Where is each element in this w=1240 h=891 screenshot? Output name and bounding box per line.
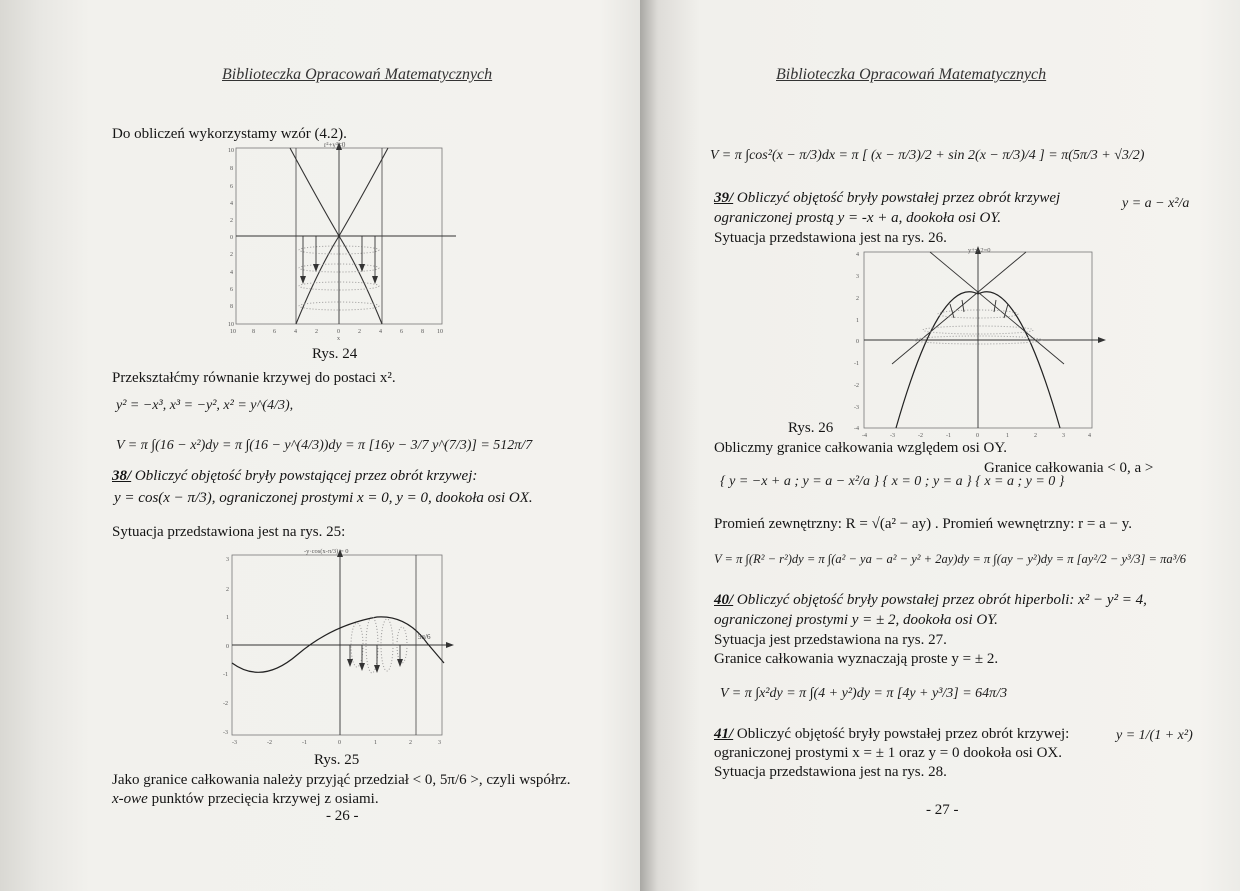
plot25-xtick: -1 (302, 740, 307, 745)
plot25-xtick: 3 (438, 740, 441, 745)
caption-26: Rys. 26 (788, 420, 834, 436)
limits-intro: Obliczmy granice całkowania względem osi OY. (714, 440, 1007, 456)
equation-top: V = π ∫cos²(x − π/3)dx = π [ (x − π/3)/2 + sin 2(x − π/3)/4 ] = π(5π/3 + √3/2) (710, 148, 1145, 163)
plot26-ytick: -4 (854, 426, 859, 432)
plot24-xtick: 4 (294, 329, 297, 335)
plot26-ytick: -2 (854, 383, 859, 389)
plot24-xtick: 8 (421, 329, 424, 335)
plot24-ytick: 2 (230, 218, 233, 224)
figure-25 (222, 545, 454, 745)
equation-40: V = π ∫x²dy = π ∫(4 + y²)dy = π [4y + y³/3] = 64π/3 (720, 686, 1008, 701)
plot25-ytick: -3 (223, 730, 228, 736)
plot26-ytick: 4 (856, 252, 859, 258)
exercise-39 (714, 190, 1060, 207)
plot25-ytick: 2 (226, 587, 229, 593)
plot24-xtick: 6 (400, 329, 403, 335)
plot24-ytick: 0 (230, 235, 233, 241)
plot26-xtick: -2 (918, 433, 923, 439)
plot26-ytick: 0 (856, 339, 859, 345)
exercise-41 (714, 726, 1069, 743)
plot25-ytick: 0 (226, 644, 229, 650)
exercise-38-text: Obliczyć objętość bryły powstającej przez obrót krzywej: (134, 468, 478, 484)
figure-24 (228, 140, 456, 340)
plot25-ytick: 3 (226, 557, 229, 563)
plot25-xtick: 1 (374, 740, 377, 745)
plot26-ytick: 1 (856, 318, 859, 324)
situation-25-text: Sytuacja przedstawiona jest na rys. 25: (112, 524, 346, 540)
caption-25: Rys. 25 (314, 752, 360, 768)
plot25-label: 5π/6 (418, 633, 431, 641)
exercise-39-curve: y = a − x²/a (1122, 196, 1190, 211)
plot24-xlabel: x (337, 336, 340, 340)
right-page-header: Biblioteczka Opracowań Matematycznych (776, 66, 1047, 83)
plot26-xtick: 4 (1088, 433, 1091, 439)
plot25-ytick: -1 (223, 672, 228, 678)
exercise-40 (714, 592, 1147, 609)
plot24-ytick: 8 (230, 166, 233, 172)
exercise-39-text: Obliczyć objętość bryły powstałej przez obrót krzywej (736, 190, 1061, 206)
plot26-xtick: -4 (862, 433, 867, 439)
exercise-41-situation: Sytuacja przedstawiona jest na rys. 28. (714, 764, 947, 780)
equation-mid: V = π ∫(R² − r²)dy = π ∫(a² − ya − a² − y² + 2ay)dy = π ∫(ay − y²)dy = π [ay²/2 − y³/3] = πa³/6 (714, 552, 1187, 566)
plot25-xtick: -3 (232, 740, 237, 745)
plot24-ytick: 8 (230, 304, 233, 310)
plot25-xtick: 0 (338, 740, 341, 745)
radii-text: Promień zewnętrzny: R = √(a² − ay) . Promień wewnętrzny: r = a − y. (714, 516, 1132, 532)
plot25-title: -y·cos(x-π/3) = 0 (304, 548, 349, 555)
plot26-ytick: 2 (856, 296, 859, 302)
left-page-number: - 26 - (326, 808, 359, 824)
left-page-header: Biblioteczka Opracowań Matematycznych (222, 66, 493, 83)
exercise-41-text: Obliczyć objętość bryły powstałej przez obrót krzywej: (736, 726, 1070, 742)
exercise-38 (112, 468, 477, 485)
transform-text: Przekształćmy równanie krzywej do postaci x². (112, 370, 396, 386)
plot24-xtick: 10 (230, 329, 236, 335)
plot26-title: y+x-2=0 (968, 247, 991, 254)
plot25-xtick: -2 (267, 740, 272, 745)
plot24-title: r²+y³=0 (324, 141, 346, 149)
plot26-ytick: 3 (856, 274, 859, 280)
plot25-xtick: 2 (409, 740, 412, 745)
plot24-ytick: 6 (230, 287, 233, 293)
bottom-text-1: Jako granice całkowania należy przyjąć przedział < 0, 5π/6 >, czyli współrz. (112, 772, 571, 788)
equation-2: V = π ∫(16 − x²)dy = π ∫(16 − y^(4/3))dy = π [16y − 3/7 y^(7/3)] = 512π/7 (116, 438, 533, 453)
plot26-xtick: 0 (976, 433, 979, 439)
plot24-xtick: 6 (273, 329, 276, 335)
caption-24: Rys. 24 (312, 346, 358, 362)
exercise-39-number: 39/ (714, 190, 734, 206)
exercise-41-curve: y = 1/(1 + x²) (1116, 728, 1193, 743)
exercise-40-situation-text: Sytuacja jest przedstawiona na rys. 27. (714, 632, 947, 648)
plot24-ytick: 4 (230, 270, 233, 276)
right-page (640, 0, 1240, 891)
bottom-text-2 (112, 791, 379, 808)
plot26-xtick: 3 (1062, 433, 1065, 439)
exercise-38-number: 38/ (112, 468, 132, 484)
plot26-xtick: -1 (946, 433, 951, 439)
limits-text: Granice całkowania < 0, a > (984, 460, 1154, 476)
plot24-xtick: 8 (252, 329, 255, 335)
plot26-xtick: 2 (1034, 433, 1037, 439)
exercise-40-situation (714, 632, 947, 649)
plot25-ytick: 1 (226, 615, 229, 621)
plot24-ytick: 10 (228, 322, 234, 328)
right-page-number: - 27 - (926, 802, 959, 818)
bottom-text-2b: punktów przecięcia krzywej z osiami. (147, 791, 379, 807)
plot24-xtick: 4 (379, 329, 382, 335)
exercise-40-number: 40/ (714, 592, 734, 608)
plot24-ytick: 4 (230, 201, 233, 207)
exercise-38-text2: y = cos(x − π/3), ograniczonej prostymi x = 0, y = 0, dookoła osi OX. (114, 490, 533, 506)
plot24-xtick: 2 (358, 329, 361, 335)
equation-system: { y = −x + a ; y = a − x²/a } { x = 0 ; y = a } { x = a ; y = 0 } (720, 474, 1065, 489)
situation-26-text: Sytuacja przedstawiona jest na rys. 26. (714, 230, 947, 246)
plot24-ytick: 10 (228, 148, 234, 154)
equation-1: y² = −x³, x³ = −y², x² = y^(4/3), (116, 398, 294, 413)
bottom-text-2a: x-owe (112, 791, 148, 807)
exercise-41-number: 41/ (714, 726, 734, 742)
plot24-xtick: 0 (337, 329, 340, 335)
plot24-xtick: 2 (315, 329, 318, 335)
exercise-40-limits: Granice całkowania wyznaczają proste y = ± 2. (714, 651, 999, 667)
exercise-41-text2: ograniczonej prostymi x = ± 1 oraz y = 0 dookoła osi OX. (714, 745, 1063, 761)
plot26-xtick: -3 (890, 433, 895, 439)
exercise-39-text2: ograniczonej prostą y = -x + a, dookoła osi OY. (714, 210, 1002, 226)
intro-text: Do obliczeń wykorzystamy wzór (4.2). (112, 126, 347, 142)
plot26-ytick: -3 (854, 405, 859, 411)
plot26-xtick: 1 (1006, 433, 1009, 439)
plot24-ytick: 2 (230, 252, 233, 258)
plot26-ytick: -1 (854, 361, 859, 367)
plot24-ytick: 6 (230, 184, 233, 190)
exercise-40-text2: ograniczonej prostymi y = ± 2, dookoła osi OY. (714, 612, 998, 628)
figure-26 (850, 244, 1108, 440)
plot24-xtick: 10 (437, 329, 443, 335)
exercise-40-text: Obliczyć objętość bryły powstałej przez obrót hiperboli: x² − y² = 4, (736, 592, 1147, 608)
plot25-ytick: -2 (223, 701, 228, 707)
